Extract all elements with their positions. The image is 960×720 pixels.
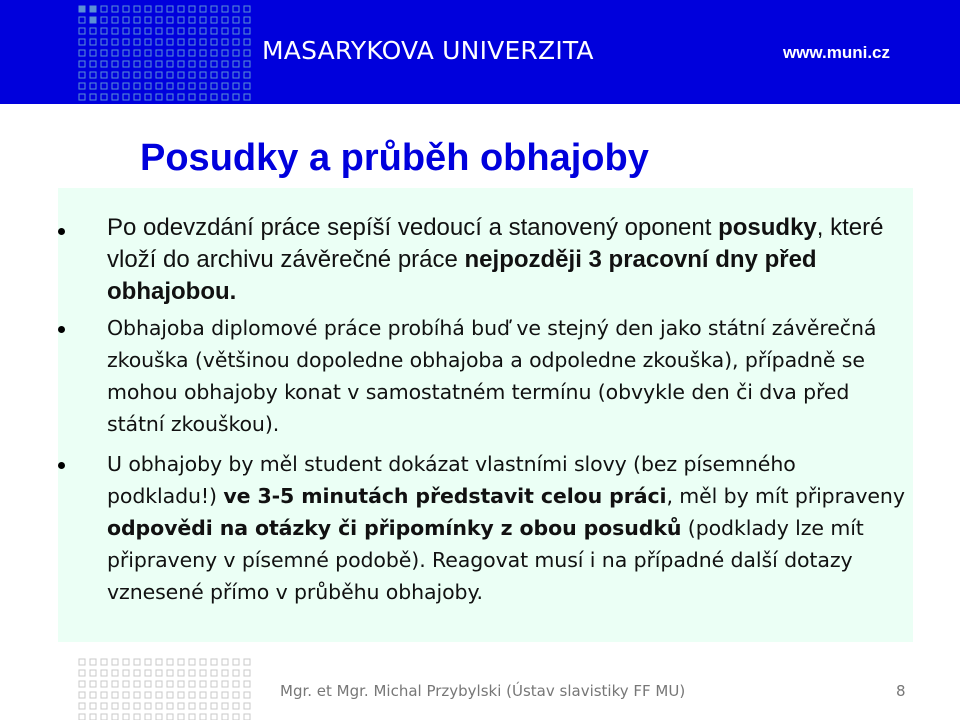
dot-square — [145, 94, 151, 100]
dot-square — [156, 670, 162, 676]
dot-square — [101, 681, 107, 687]
dot-square — [112, 714, 118, 720]
dot-square — [123, 659, 129, 665]
dot-square — [222, 28, 228, 34]
dot-square — [145, 17, 151, 23]
dot-square — [112, 692, 118, 698]
dot-square — [211, 50, 217, 56]
dot-square — [200, 61, 206, 67]
dot-square — [123, 17, 129, 23]
dot-square — [233, 714, 239, 720]
dot-square — [79, 714, 85, 720]
dot-square — [79, 17, 85, 23]
dot-square — [233, 50, 239, 56]
dot-square — [222, 61, 228, 67]
dot-square — [156, 50, 162, 56]
dot-square — [145, 83, 151, 89]
dot-square — [222, 17, 228, 23]
dot-square — [244, 6, 250, 12]
dot-square — [156, 83, 162, 89]
dot-square — [211, 17, 217, 23]
dot-square — [189, 714, 195, 720]
dot-square — [211, 72, 217, 78]
dot-square — [222, 94, 228, 100]
dot-square — [200, 28, 206, 34]
dot-square — [134, 61, 140, 67]
dot-square — [233, 61, 239, 67]
bullet-text — [107, 212, 907, 308]
bold-text: ve 3-5 minutách představit celou práci — [223, 484, 667, 508]
dot-square — [134, 692, 140, 698]
dot-square — [211, 94, 217, 100]
dot-square — [178, 17, 184, 23]
dot-square — [134, 659, 140, 665]
text-segment: (podklady lze mít připraveny v písemné podobě). Reagovat musí i na případné další dotazy vznesené přímo v průběhu obhajoby. — [107, 516, 864, 604]
dot-square — [200, 681, 206, 687]
dot-square — [189, 6, 195, 12]
dot-square — [123, 83, 129, 89]
dot-square — [156, 6, 162, 12]
text-segment: Po odevzdání práce sepíší vedoucí a stanovený oponent — [107, 214, 719, 241]
dot-square — [233, 39, 239, 45]
website-url[interactable]: www.muni.cz — [782, 43, 890, 62]
dot-square — [112, 94, 118, 100]
dot-square — [145, 28, 151, 34]
dot-square — [134, 83, 140, 89]
dot-square — [145, 714, 151, 720]
dot-square — [79, 681, 85, 687]
dot-square — [167, 50, 173, 56]
dot-square — [244, 94, 250, 100]
dot-square — [167, 39, 173, 45]
text-segment: U obhajoby by měl student dokázat vlastními slovy (bez písemného podkladu!) — [107, 452, 796, 508]
dot-square — [145, 39, 151, 45]
dot-square — [156, 703, 162, 709]
dot-square — [200, 17, 206, 23]
dot-square — [178, 72, 184, 78]
dot-square — [134, 72, 140, 78]
dot-square — [145, 659, 151, 665]
bullet-point-icon — [58, 462, 65, 469]
dot-square — [189, 681, 195, 687]
dot-square — [167, 692, 173, 698]
dot-square — [145, 670, 151, 676]
dot-square — [244, 17, 250, 23]
dot-square — [222, 703, 228, 709]
dot-square — [145, 681, 151, 687]
dot-square — [123, 714, 129, 720]
dot-square — [90, 83, 96, 89]
dot-square — [244, 39, 250, 45]
dot-square — [189, 50, 195, 56]
dot-square — [112, 703, 118, 709]
dot-square — [167, 94, 173, 100]
dot-square — [123, 670, 129, 676]
dot-square — [90, 6, 96, 12]
dot-square — [112, 17, 118, 23]
dot-square — [211, 670, 217, 676]
dot-square — [233, 83, 239, 89]
dot-square — [134, 28, 140, 34]
dot-square — [200, 692, 206, 698]
dot-square — [244, 670, 250, 676]
text-segment: , měl by mít připraveny — [666, 484, 905, 508]
text-segment: Obhajoba diplomové práce probíhá buď ve stejný den jako státní závěrečná zkouška (většinou dopoledne obhajoba a odpoledne zkouška), případně se mohou obhajoby konat v samostatném termínu (obvykle den či dva před státní zkouškou). — [107, 316, 877, 436]
dot-square — [79, 72, 85, 78]
dot-square — [233, 670, 239, 676]
footer-author: Mgr. et Mgr. Michal Przybylski (Ústav slavistiky FF MU) — [280, 682, 686, 700]
dot-square — [211, 39, 217, 45]
bullet-text — [107, 312, 907, 440]
dot-square — [222, 39, 228, 45]
dot-square — [233, 703, 239, 709]
dot-square — [79, 50, 85, 56]
dot-square — [134, 39, 140, 45]
dot-square — [244, 659, 250, 665]
bold-text: odpovědi na otázky či připomínky z obou posudků — [107, 516, 682, 540]
dot-square — [101, 28, 107, 34]
dot-square — [178, 670, 184, 676]
dot-square — [112, 681, 118, 687]
dot-square — [211, 714, 217, 720]
dot-square — [90, 17, 96, 23]
dot-square — [244, 681, 250, 687]
dot-square — [79, 94, 85, 100]
dot-square — [134, 681, 140, 687]
dot-square — [156, 61, 162, 67]
dot-square — [90, 94, 96, 100]
dot-square — [200, 72, 206, 78]
dot-square — [145, 6, 151, 12]
dot-square — [167, 28, 173, 34]
dot-square — [90, 659, 96, 665]
dot-square — [233, 94, 239, 100]
dot-square — [244, 83, 250, 89]
dot-square — [244, 703, 250, 709]
dot-square — [200, 703, 206, 709]
dot-square — [123, 703, 129, 709]
dot-square — [112, 39, 118, 45]
dot-square — [134, 703, 140, 709]
dot-square — [167, 703, 173, 709]
dot-square — [189, 28, 195, 34]
dot-square — [79, 6, 85, 12]
dot-square — [101, 714, 107, 720]
dot-square — [112, 28, 118, 34]
dot-square — [123, 6, 129, 12]
dot-square — [90, 714, 96, 720]
dot-square — [222, 659, 228, 665]
dot-square — [90, 72, 96, 78]
dot-square — [167, 659, 173, 665]
dot-square — [90, 703, 96, 709]
dot-square — [200, 6, 206, 12]
dot-square — [167, 670, 173, 676]
dot-square — [178, 6, 184, 12]
dot-square — [211, 659, 217, 665]
dot-square — [189, 94, 195, 100]
dot-square — [178, 39, 184, 45]
dot-square — [123, 39, 129, 45]
dot-square — [222, 670, 228, 676]
dot-square — [123, 692, 129, 698]
dot-square — [79, 703, 85, 709]
dot-square — [189, 83, 195, 89]
dot-square — [189, 61, 195, 67]
dot-square — [145, 50, 151, 56]
dot-square — [244, 28, 250, 34]
dot-square — [156, 72, 162, 78]
dot-square — [244, 692, 250, 698]
dot-square — [233, 6, 239, 12]
dot-square — [233, 659, 239, 665]
dot-square — [244, 61, 250, 67]
dot-square — [79, 692, 85, 698]
dot-square — [200, 39, 206, 45]
content-panel — [58, 188, 913, 642]
dot-square — [167, 83, 173, 89]
page-title: Posudky a průběh obhajoby — [140, 137, 649, 179]
dot-square — [90, 28, 96, 34]
dot-square — [101, 6, 107, 12]
dot-square — [156, 714, 162, 720]
dot-square — [156, 28, 162, 34]
dot-square — [222, 6, 228, 12]
dot-square — [167, 681, 173, 687]
dot-square — [101, 703, 107, 709]
bold-text: nejpozději 3 pracovní dny před obhajobou. — [107, 246, 817, 305]
dot-square — [211, 83, 217, 89]
dot-square — [200, 94, 206, 100]
dot-square — [200, 83, 206, 89]
dot-square — [233, 681, 239, 687]
dot-square — [112, 50, 118, 56]
dot-square — [79, 61, 85, 67]
dot-square — [222, 692, 228, 698]
dot-square — [189, 659, 195, 665]
dot-square — [101, 670, 107, 676]
dot-square — [167, 17, 173, 23]
dot-square — [112, 659, 118, 665]
dot-square — [112, 72, 118, 78]
dot-square — [178, 94, 184, 100]
dot-square — [189, 670, 195, 676]
dot-square — [123, 50, 129, 56]
dot-square — [101, 39, 107, 45]
dot-square — [134, 714, 140, 720]
dot-square — [244, 50, 250, 56]
dot-square — [90, 681, 96, 687]
dot-square — [178, 50, 184, 56]
bullet-point-icon — [58, 326, 65, 333]
dot-square — [101, 61, 107, 67]
dot-square — [145, 72, 151, 78]
dot-square — [79, 670, 85, 676]
dot-square — [101, 659, 107, 665]
dot-square — [189, 17, 195, 23]
dot-square — [101, 17, 107, 23]
dot-square — [90, 39, 96, 45]
dot-square — [178, 714, 184, 720]
dot-square — [134, 17, 140, 23]
dot-square — [178, 28, 184, 34]
dot-square — [200, 659, 206, 665]
dot-square — [233, 17, 239, 23]
dot-square — [112, 670, 118, 676]
dot-square — [123, 681, 129, 687]
dot-square — [189, 39, 195, 45]
dot-pattern-decoration — [77, 4, 253, 104]
dot-square — [222, 714, 228, 720]
dot-square — [189, 703, 195, 709]
dot-square — [156, 681, 162, 687]
dot-square — [90, 692, 96, 698]
dot-square — [178, 692, 184, 698]
dot-square — [101, 83, 107, 89]
bullet-point-icon — [58, 228, 65, 235]
dot-square — [79, 83, 85, 89]
dot-square — [211, 692, 217, 698]
dot-square — [134, 50, 140, 56]
bold-text: posudky — [718, 214, 817, 241]
dot-square — [233, 72, 239, 78]
dot-square — [200, 714, 206, 720]
page-number: 8 — [896, 682, 906, 700]
dot-square — [79, 659, 85, 665]
dot-square — [200, 670, 206, 676]
dot-square — [156, 692, 162, 698]
dot-square — [134, 94, 140, 100]
dot-square — [189, 72, 195, 78]
dot-square — [211, 61, 217, 67]
dot-square — [211, 28, 217, 34]
dot-square — [145, 703, 151, 709]
dot-square — [178, 83, 184, 89]
dot-square — [233, 28, 239, 34]
dot-square — [244, 714, 250, 720]
dot-square — [112, 6, 118, 12]
dot-square — [156, 659, 162, 665]
dot-square — [211, 703, 217, 709]
header-bar — [0, 0, 960, 104]
dot-square — [178, 659, 184, 665]
dot-square — [211, 681, 217, 687]
text-segment: , které vloží do archivu závěrečné práce — [107, 214, 884, 273]
dot-square — [79, 39, 85, 45]
dot-square — [233, 692, 239, 698]
dot-square — [189, 692, 195, 698]
dot-square — [90, 50, 96, 56]
dot-square — [211, 6, 217, 12]
footer-dot-pattern-decoration — [77, 657, 253, 720]
dot-square — [222, 83, 228, 89]
dot-square — [178, 61, 184, 67]
dot-square — [167, 61, 173, 67]
dot-square — [222, 681, 228, 687]
dot-square — [167, 6, 173, 12]
dot-square — [123, 61, 129, 67]
dot-square — [123, 72, 129, 78]
dot-square — [123, 28, 129, 34]
dot-square — [222, 50, 228, 56]
dot-square — [156, 94, 162, 100]
dot-square — [112, 83, 118, 89]
dot-square — [178, 681, 184, 687]
dot-square — [79, 28, 85, 34]
dot-square — [156, 39, 162, 45]
dot-square — [112, 61, 118, 67]
dot-square — [244, 72, 250, 78]
dot-square — [134, 670, 140, 676]
dot-square — [167, 72, 173, 78]
university-brand: MASARYKOVA UNIVERZITA — [262, 36, 594, 65]
dot-square — [101, 50, 107, 56]
dot-square — [167, 714, 173, 720]
dot-square — [222, 72, 228, 78]
dot-square — [90, 61, 96, 67]
dot-square — [200, 50, 206, 56]
dot-square — [90, 670, 96, 676]
dot-square — [101, 94, 107, 100]
dot-square — [145, 692, 151, 698]
dot-square — [145, 61, 151, 67]
dot-square — [101, 72, 107, 78]
dot-square — [123, 94, 129, 100]
bullet-text — [107, 448, 907, 608]
dot-square — [101, 692, 107, 698]
dot-square — [134, 6, 140, 12]
dot-square — [178, 703, 184, 709]
dot-square — [156, 17, 162, 23]
